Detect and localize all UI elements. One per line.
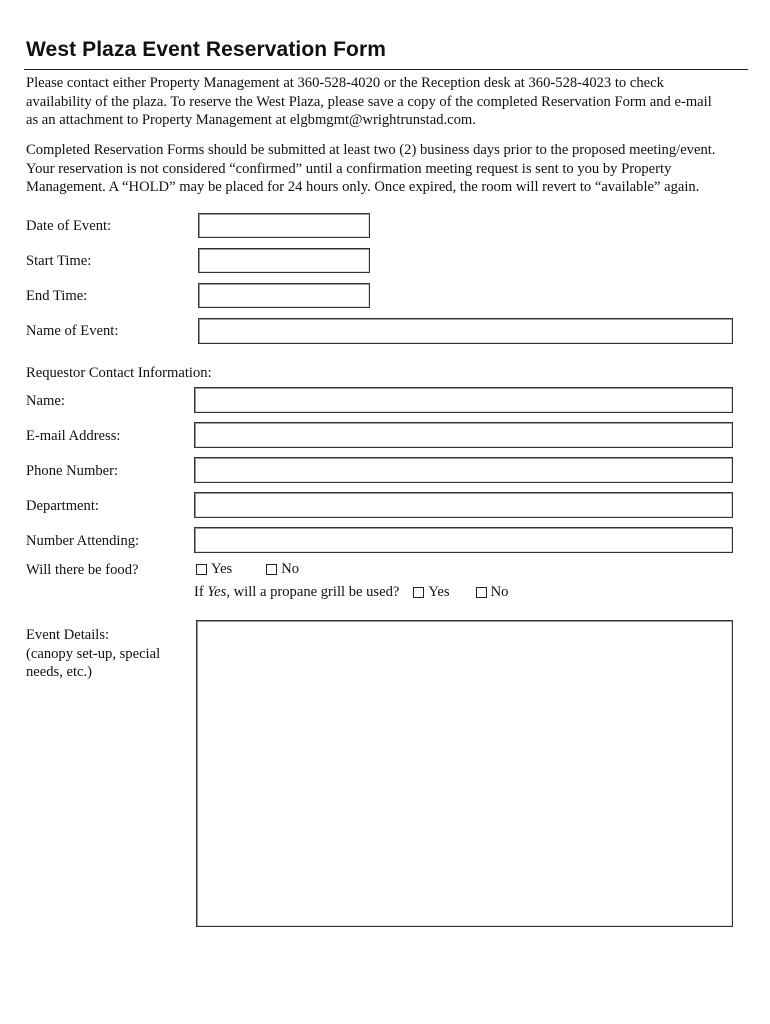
phone-label: Phone Number: (26, 463, 119, 479)
title-divider (24, 69, 748, 70)
grill-no-label: No (490, 584, 509, 600)
email-label: E-mail Address: (26, 428, 121, 444)
grill-prefix: If (194, 584, 208, 600)
event-details-textarea[interactable] (196, 620, 733, 927)
start-time-field[interactable] (198, 248, 370, 273)
name-of-event-field[interactable] (198, 318, 733, 344)
grill-yes-option[interactable] (413, 584, 449, 601)
intro-paragraph-1 (26, 74, 750, 130)
intro-paragraph-2 (26, 141, 750, 197)
event-details-label-line: needs, etc.) (26, 664, 93, 680)
event-details-label (26, 626, 160, 682)
intro-line: availability of the plaza. To reserve the West Plaza, please save a copy of the completed Reservation Form and e-mail (26, 93, 712, 110)
intro-line: Completed Reservation Forms should be submitted at least two (2) business days prior to the proposed meeting/event. (26, 142, 716, 158)
food-no-option[interactable] (266, 561, 299, 578)
food-yes-checkbox[interactable] (196, 564, 207, 575)
grill-no-option[interactable] (476, 584, 509, 601)
end-time-label: End Time: (26, 288, 88, 304)
end-time-field[interactable] (198, 283, 370, 308)
requestor-name-field[interactable] (194, 387, 733, 413)
department-field[interactable] (194, 492, 733, 518)
food-no-label: No (281, 561, 300, 577)
requestor-name-label: Name: (26, 393, 65, 409)
food-no-checkbox[interactable] (266, 564, 277, 575)
start-time-label: Start Time: (26, 253, 92, 269)
number-attending-field[interactable] (194, 527, 733, 553)
name-of-event-label: Name of Event: (26, 323, 119, 339)
number-attending-label: Number Attending: (26, 533, 140, 549)
food-options (196, 561, 299, 578)
requestor-heading: Requestor Contact Information: (26, 365, 212, 381)
grill-suffix: , will a propane grill be used? (226, 584, 400, 600)
date-of-event-field[interactable] (198, 213, 370, 238)
intro-line: as an attachment to Property Management at elgbmgmt@wrightrunstad.com. (26, 112, 476, 128)
form-title: West Plaza Event Reservation Form (26, 38, 387, 61)
event-details-label-line: (canopy set-up, special (26, 645, 161, 662)
grill-italic: Yes (207, 584, 227, 600)
grill-no-checkbox[interactable] (476, 587, 487, 598)
food-question-label: Will there be food? (26, 562, 139, 578)
intro-line: Management. A “HOLD” may be placed for 24 hours only. Once expired, the room will revert to “available” again. (26, 179, 700, 195)
email-field[interactable] (194, 422, 733, 448)
food-yes-option[interactable] (196, 561, 232, 578)
phone-field[interactable] (194, 457, 733, 483)
event-details-label-line: Event Details: (26, 627, 110, 643)
date-of-event-label: Date of Event: (26, 218, 112, 234)
grill-yes-checkbox[interactable] (413, 587, 424, 598)
food-yes-label: Yes (211, 561, 233, 577)
grill-yes-label: Yes (428, 584, 450, 600)
grill-question (194, 584, 508, 601)
department-label: Department: (26, 498, 99, 514)
intro-line: Please contact either Property Management at 360-528-4020 or the Reception desk at 360-528-4023 to check (26, 75, 664, 91)
intro-line: Your reservation is not considered “confirmed” until a confirmation meeting request is sent to you by Property (26, 160, 672, 177)
